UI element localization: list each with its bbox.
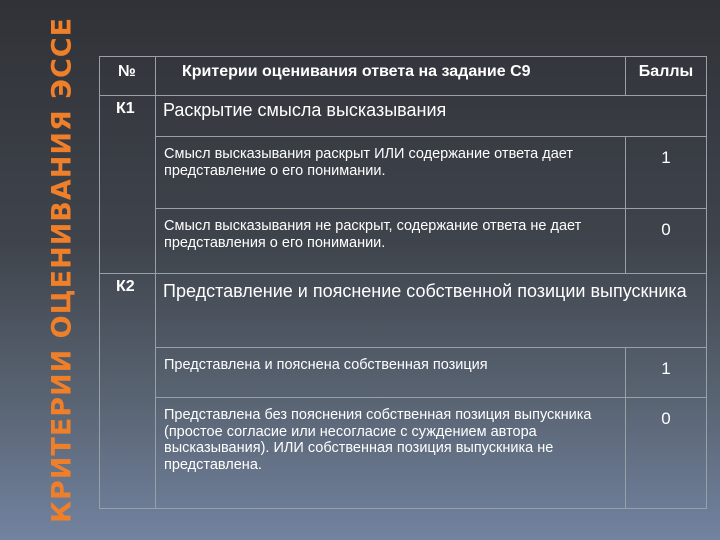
header-points: Баллы [626, 57, 707, 96]
table-header-row [100, 57, 707, 96]
criterion-k2-title: Представление и пояснение собственной позиции выпускника [156, 274, 707, 348]
criterion-k1-option-1-text: Смысл высказывания раскрыт ИЛИ содержание ответа дает представление о его понимании. [156, 137, 626, 209]
criterion-k2-option-2-text: Представлена без пояснения собственная позиция выпускника (простое согласие или несогласие с суждением автора высказывания). ИЛИ собственная позиция выпускника не представлена. [156, 398, 626, 509]
criteria-table [99, 56, 707, 509]
criterion-k1-id: К1 [100, 96, 156, 274]
criterion-k2-option-1-text: Представлена и пояснена собственная позиция [156, 348, 626, 398]
side-title: КРИТЕРИИ ОЦЕНИВАНИЯ ЭССЕ [46, 16, 78, 524]
criterion-k2-id: К2 [100, 274, 156, 509]
table-row [100, 348, 707, 398]
table-row [100, 398, 707, 509]
header-number: № [100, 57, 156, 96]
header-criteria: Критерии оценивания ответа на задание С9 [156, 57, 626, 96]
table-row [100, 209, 707, 274]
criterion-k1-option-1-score: 1 [626, 137, 707, 209]
criterion-k2-row [100, 274, 707, 348]
criterion-k1-option-2-score: 0 [626, 209, 707, 274]
criterion-k2-option-1-score: 1 [626, 348, 707, 398]
criterion-k2-option-2-score: 0 [626, 398, 707, 509]
table-row [100, 137, 707, 209]
criterion-k1-row [100, 96, 707, 137]
criterion-k1-title: Раскрытие смысла высказывания [156, 96, 707, 137]
criterion-k1-option-2-text: Смысл высказывания не раскрыт, содержание ответа не дает представления о его понимании. [156, 209, 626, 274]
